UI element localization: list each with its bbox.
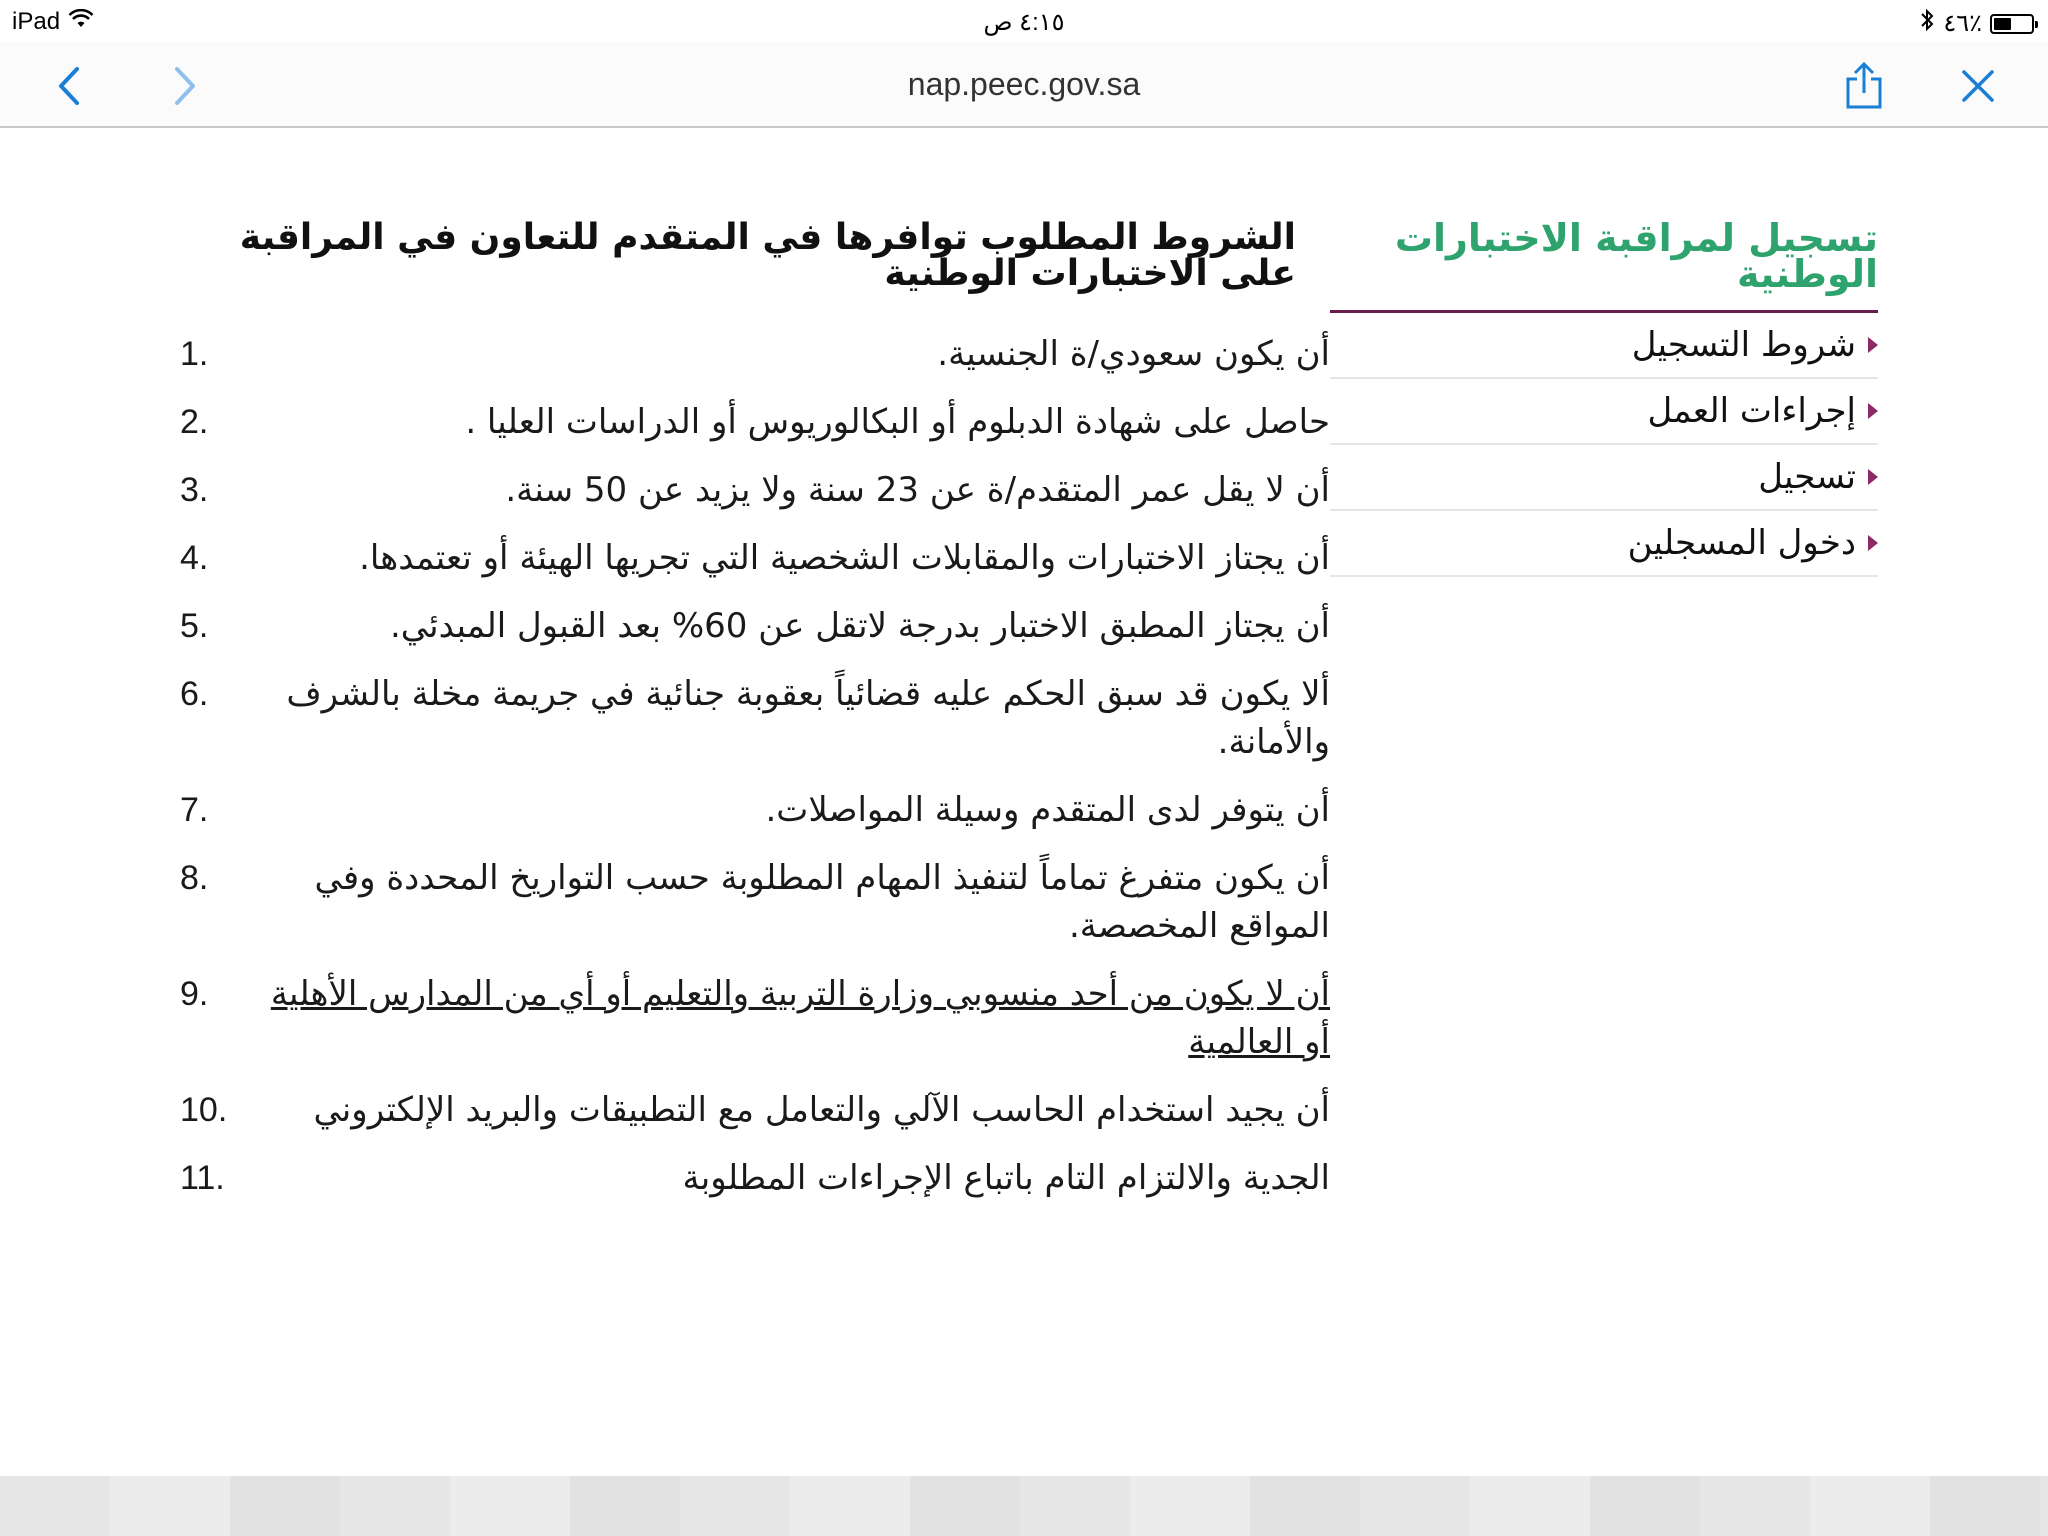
web-page (0, 130, 2048, 1476)
sidebar-item-registration-conditions[interactable] (1330, 313, 1878, 379)
condition-item (170, 786, 1330, 834)
condition-text: أن يكون سعودي/ة الجنسية. (937, 334, 1330, 374)
status-right (1919, 8, 2034, 39)
sidebar-item-label: إجراءات العمل (1647, 391, 1856, 431)
condition-number: 10. (180, 1091, 228, 1129)
condition-text: ألا يكون قد سبق الحكم عليه قضائياً بعقوبة جنائية في جريمة مخلة بالشرف والأمانة. (286, 674, 1330, 762)
conditions-list (170, 330, 1330, 1202)
condition-item (170, 398, 1330, 446)
condition-item (170, 466, 1330, 514)
condition-number: 8. (180, 859, 209, 897)
triangle-icon (1868, 337, 1878, 353)
sidebar-item-register[interactable] (1330, 445, 1878, 511)
close-icon (1960, 68, 1996, 104)
sidebar-title: تسجيل لمراقبة الاختبارات الوطنية (1330, 220, 1878, 313)
condition-number: 6. (180, 675, 209, 713)
condition-item (170, 854, 1330, 950)
condition-item (170, 970, 1330, 1066)
share-icon (1842, 61, 1886, 111)
sidebar-item-label: تسجيل (1758, 457, 1856, 497)
condition-text: أن يجتاز المطبق الاختبار بدرجة لاتقل عن 60% بعد القبول المبدئي. (389, 606, 1330, 646)
triangle-icon (1868, 535, 1878, 551)
status-bar (0, 0, 2048, 42)
condition-number: 1. (180, 335, 209, 373)
condition-number: 5. (180, 607, 209, 645)
condition-number: 3. (180, 471, 209, 509)
condition-number: 7. (180, 791, 209, 829)
browser-nav-bar (0, 42, 2048, 128)
sidebar (1330, 216, 1878, 577)
condition-item (170, 602, 1330, 650)
condition-item (170, 1154, 1330, 1202)
bluetooth-icon (1919, 8, 1935, 39)
sidebar-item-label: دخول المسجلين (1627, 523, 1856, 563)
condition-text: أن لا يقل عمر المتقدم/ة عن 23 سنة ولا يزيد عن 50 سنة. (505, 470, 1330, 510)
condition-item (170, 534, 1330, 582)
condition-text: أن يجتاز الاختبارات والمقابلات الشخصية التي تجريها الهيئة أو تعتمدها. (359, 538, 1330, 578)
bottom-strip (0, 1476, 2048, 1536)
battery-level-fill (1994, 18, 2011, 30)
status-time: ٤:١٥ ص (983, 9, 1065, 36)
condition-text: أن يتوفر لدى المتقدم وسيلة المواصلات. (765, 790, 1330, 830)
condition-item (170, 330, 1330, 378)
url-field[interactable]: nap.peec.gov.sa (907, 66, 1141, 102)
sidebar-item-work-procedures[interactable] (1330, 379, 1878, 445)
condition-text: حاصل على شهادة الدبلوم أو البكالوريوس أو الدراسات العليا . (465, 402, 1330, 442)
condition-number: 2. (180, 403, 209, 441)
sidebar-item-label: شروط التسجيل (1631, 325, 1856, 365)
close-button[interactable] (1950, 58, 2006, 114)
condition-text: الجدية والالتزام التام باتباع الإجراءات المطلوبة (682, 1158, 1330, 1198)
condition-text: أن يجيد استخدام الحاسب الآلي والتعامل مع التطبيقات والبريد الإلكتروني (313, 1090, 1330, 1130)
main-content (170, 217, 1330, 1222)
battery-icon (1990, 14, 2034, 34)
condition-number: 9. (180, 975, 209, 1013)
triangle-icon (1868, 403, 1878, 419)
condition-text: أن يكون متفرغ تماماً لتنفيذ المهام المطلوبة حسب التواريخ المحددة وفي المواقع المخصصة. (314, 858, 1330, 946)
condition-number: 4. (180, 539, 209, 577)
condition-text: أن لا يكون من أحد منسوبي وزارة التربية والتعليم أو أي من المدارس الأهلية أو العالمية (270, 974, 1330, 1062)
condition-item (170, 1086, 1330, 1134)
battery-percent: ٤٦٪ (1943, 10, 1982, 37)
condition-number: 11. (180, 1159, 225, 1197)
triangle-icon (1868, 469, 1878, 485)
share-button[interactable] (1836, 58, 1892, 114)
page-title: الشروط المطلوب توافرها في المتقدم للتعاون في المراقبة على الاختبارات الوطنية (239, 217, 1296, 294)
sidebar-item-login[interactable] (1330, 511, 1878, 577)
condition-item (170, 670, 1330, 766)
device-label: iPad (12, 8, 61, 35)
